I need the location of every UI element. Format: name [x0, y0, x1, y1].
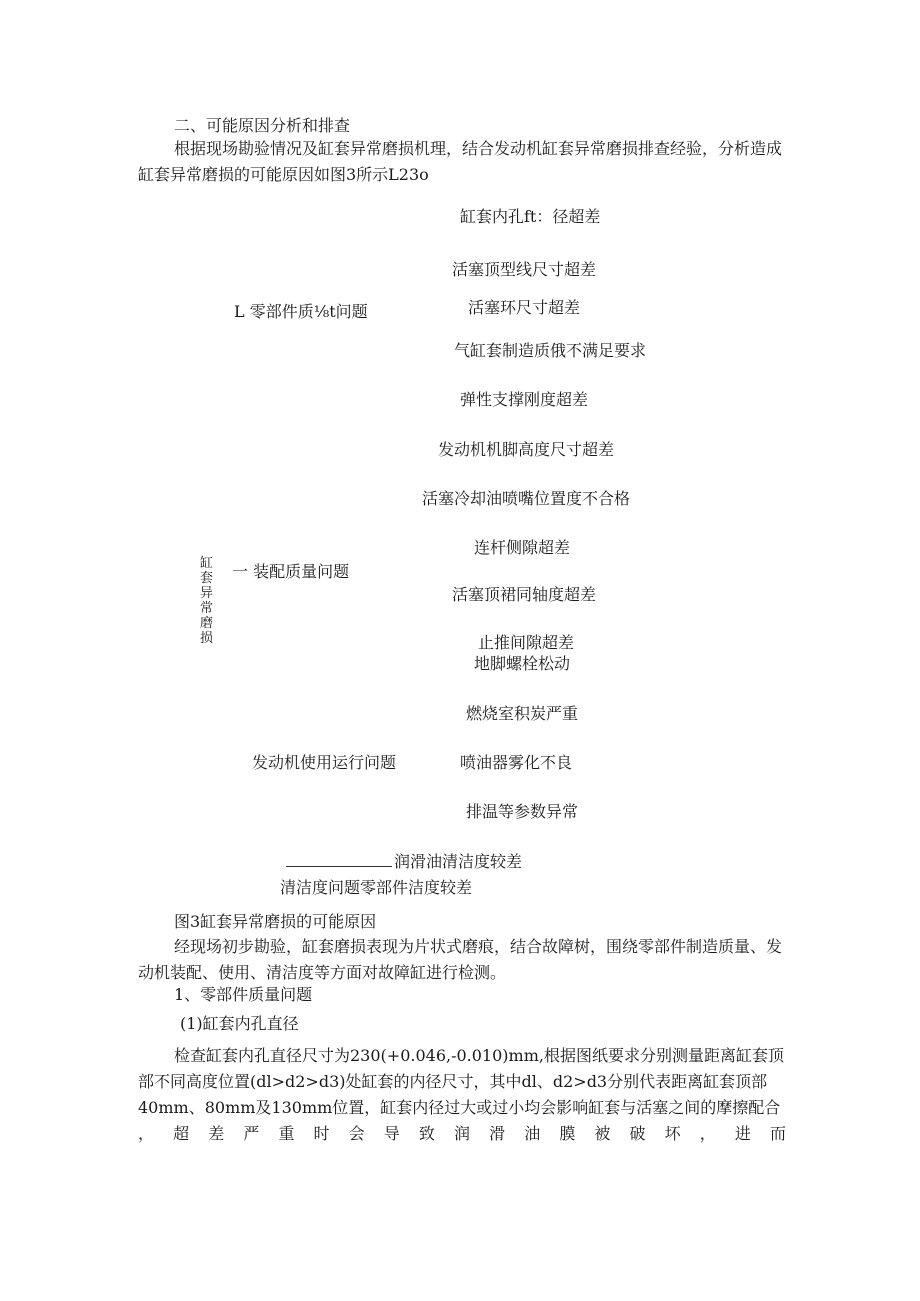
cause-item: 零部件洁度较差: [360, 878, 473, 897]
cause-item: 气缸套制造质俄不满足要求: [454, 341, 647, 360]
fault-tree-root: 缸套异常磨损: [200, 556, 214, 646]
branch-label-parts-quality: L 零部件质⅛t问题: [234, 302, 368, 321]
cause-item: 喷油器雾化不良: [460, 753, 573, 772]
branch-label-engine-operation: 发动机使用运行问题: [252, 753, 397, 772]
cause-item: 润滑油清洁度较差: [394, 852, 523, 871]
intro-paragraph: 根据现场勘验情况及缸套异常磨损机理，结合发动机缸套异常磨损排查经验，分析造成缸套异常磨损的可能原因如图3所示L23o: [138, 139, 783, 184]
cause-item: 弹性支撑刚度超差: [460, 390, 589, 409]
cause-item: 连杆侧隙超差: [474, 538, 571, 557]
cause-item: 燃烧室积炭严重: [466, 704, 579, 723]
sub-heading-bore-diameter: (1)缸套内孔直径: [180, 1014, 299, 1033]
bore-paragraph-tail: ，超差严重时会导致润滑油膜被破坏，进而: [138, 1124, 786, 1143]
cause-item: 活塞顶型线尺寸超差: [452, 260, 597, 279]
cause-item: 地脚螺栓松动: [474, 654, 571, 673]
cause-item: 发动机机脚高度尺寸超差: [438, 440, 615, 459]
section-heading: 二、可能原因分析和排查: [174, 116, 351, 135]
bore-paragraph: [138, 1043, 786, 1121]
figure-caption: 图3缸套异常磨损的可能原因: [174, 912, 377, 931]
cause-item: 活塞环尺寸超差: [468, 298, 581, 317]
branch-label-cleanliness-row: [280, 878, 472, 898]
branch-label-cleanliness: 清洁度问题: [280, 878, 361, 897]
bore-paragraph-main: 检查缸套内孔直径尺寸为230(+0.046,-0.010)mm,根据图纸要求分别测量距离缸套顶部不同高度位置(dl>d2>d3)处缸套的内径尺寸，其中dl、d2>d3分别代表距离缸套顶部40mm、80mm及130mm位置，缸套内径过大或过小均会影响缸套与活塞之间的摩擦配合: [138, 1046, 784, 1117]
cause-item: 缸套内孔ft：径超差: [460, 207, 601, 226]
cause-item: 止推间隙超差: [478, 633, 575, 652]
cause-item: 排温等参数异常: [466, 802, 579, 821]
cause-item: 活塞冷却油喷嘴位置度不合格: [422, 489, 631, 508]
branch-label-assembly-quality: 一 装配质量问题: [232, 562, 350, 581]
sub-heading-parts-quality: 1、零部件质量问题: [174, 985, 313, 1004]
connector-line: [286, 866, 392, 867]
cause-item: 活塞顶裙同轴度超差: [452, 585, 597, 604]
inspection-paragraph: 经现场初步勘验，缸套磨损表现为片状式磨痕，结合故障树，围绕零部件制造质量、发动机装配、使用、清洁度等方面对故障缸进行检测。: [138, 937, 783, 982]
